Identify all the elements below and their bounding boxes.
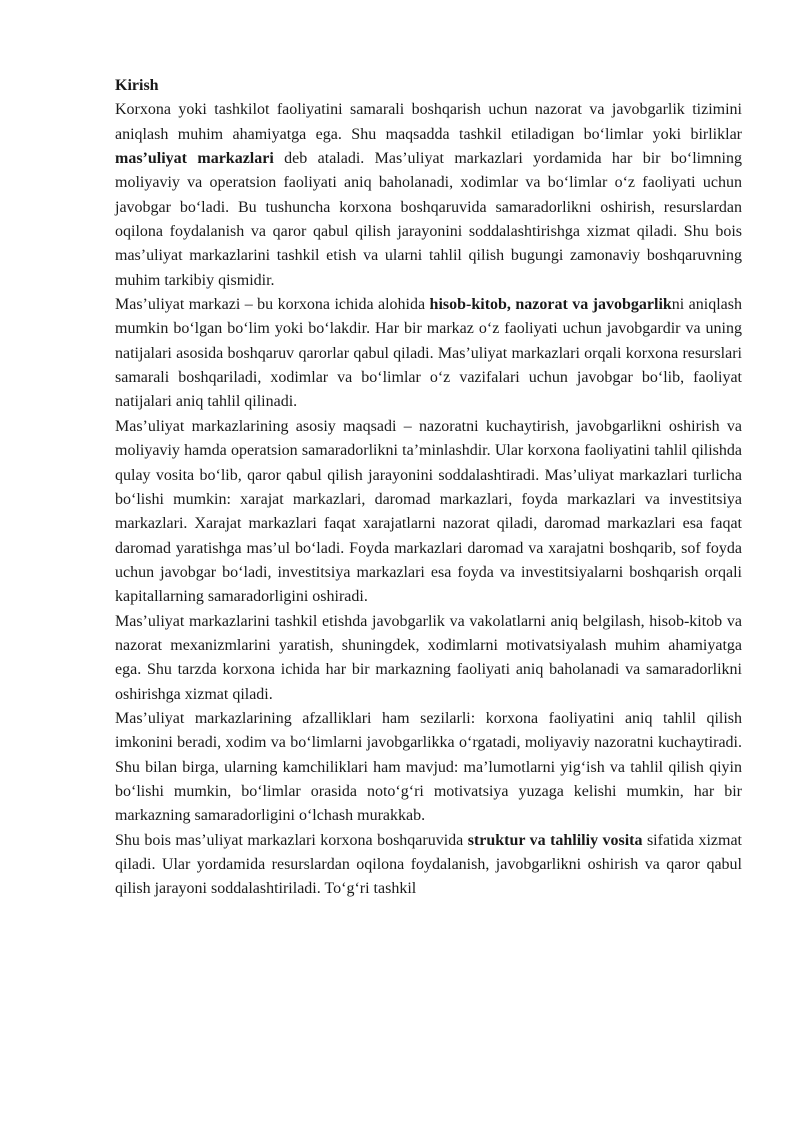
bold-term: struktur va tahliliy vosita xyxy=(467,831,643,849)
body-paragraph xyxy=(115,610,742,707)
paragraph-text: ni aniqlash mumkin bo‘lgan bo‘lim yoki bo‘lakdir. Har bir markaz o‘z faoliyati uchun javobgardir va uning natijalari asosida boshqaruv qarorlar qabul qiladi. Mas’uliyat markazlari orqali korxona resurslari samarali boshqariladi, xodimlar va bo‘limlar o‘z vazifalari uchun javobgar bo‘lib, faoliyat natijalari aniq tahlil qilinadi. xyxy=(115,296,743,411)
paragraph-text: Mas’uliyat markazlarini tashkil etishda javobgarlik va vakolatlarni aniq belgilash, hisob-kitob va nazorat mexanizmlarini yaratish, shuningdek, xodimlarni motivatsiyalash muhim ahamiyatga ega. Shu tarzda korxona ichida har bir markazning faoliyati aniq baholanadi va samaradorlikni oshirishga xizmat qiladi. xyxy=(115,612,742,703)
document-page xyxy=(115,74,742,902)
paragraph-text: Shu bois mas’uliyat markazlari korxona boshqaruvida xyxy=(115,831,468,849)
paragraph-text: deb ataladi. Mas’uliyat markazlari yordamida har bir bo‘limning moliyaviy va operatsion faoliyati aniq baholanadi, xodimlar va bo‘limlar o‘z faoliyati uchun javobgar bo‘ladi. Bu tushuncha korxona boshqaruvida samaradorlikni oshirish, resurslardan oqilona foydalanish va qaror qabul qilish jarayonini soddalashtirishga xizmat qiladi. Shu bois mas’uliyat markazlarini tashkil etish va ularni tahlil qilish bugungi zamonaviy boshqaruvning muhim tarkibiy qismidir. xyxy=(115,150,742,289)
paragraph-text: Korxona yoki tashkilot faoliyatini samarali boshqarish uchun nazorat va javobgarlik tizimini aniqlash muhim ahamiyatga ega. Shu maqsadda tashkil etiladigan bo‘limlar yoki birliklar xyxy=(115,101,742,143)
body-paragraph xyxy=(115,707,742,829)
paragraph-text: Mas’uliyat markazlarining asosiy maqsadi – nazoratni kuchaytirish, javobgarlikni oshirish va moliyaviy hamda operatsion samaradorlikni ta’minlashdir. Ular korxona faoliyatini tahlil qilishda qulay vosita bo‘lib, qaror qabul qilish jarayonini soddalashtiradi. Mas’uliyat markazlari turlicha bo‘lishi mumkin: xarajat markazlari, daromad markazlari, foyda markazlari va investitsiya markazlari. Xarajat markazlari faqat xarajatlarni nazorat qiladi, daromad markazlari esa faqat daromad yaratishga mas’ul bo‘ladi. Foyda markazlari daromad va xarajatni boshqarib, sof foyda uchun javobgar bo‘ladi, investitsiya markazlari esa foyda va investitsiyalarni boshqarish orqali kapitallarning samaradorligini oshiradi. xyxy=(115,417,742,606)
bold-term: mas’uliyat markazlari xyxy=(115,150,274,168)
paragraph-text: Mas’uliyat markazlarining afzalliklari ham sezilarli: korxona faoliyatini aniq tahlil qilish imkonini beradi, xodim va bo‘limlarni javobgarlikka o‘rgatadi, moliyaviy nazoratni kuchaytiradi. Shu bilan birga, ularning kamchiliklari ham mavjud: ma’lumotlarni yig‘ish va tahlil qilish qiyin bo‘lishi mumkin, bo‘limlar orasida noto‘g‘ri motivatsiya yuzaga kelishi mumkin, har bir markazning samaradorligini o‘lchash murakkab. xyxy=(115,709,742,825)
body-paragraph xyxy=(115,829,742,902)
paragraph-text: Mas’uliyat markazi – bu korxona ichida alohida xyxy=(115,296,430,314)
body-paragraph xyxy=(115,98,742,293)
body-paragraph xyxy=(115,415,742,610)
bold-term: hisob-kitob, nazorat va javobgarlik xyxy=(429,296,672,314)
body-paragraph xyxy=(115,293,742,415)
section-heading: Kirish xyxy=(115,77,159,94)
paragraph-list xyxy=(115,98,742,901)
paragraph-text: sifatida xizmat qiladi. Ular yordamida resurslardan oqilona foydalanish, javobgarlikni oshirish va qaror qabul qilish jarayoni soddalashtiriladi. To‘g‘ri tashkil xyxy=(115,831,743,898)
